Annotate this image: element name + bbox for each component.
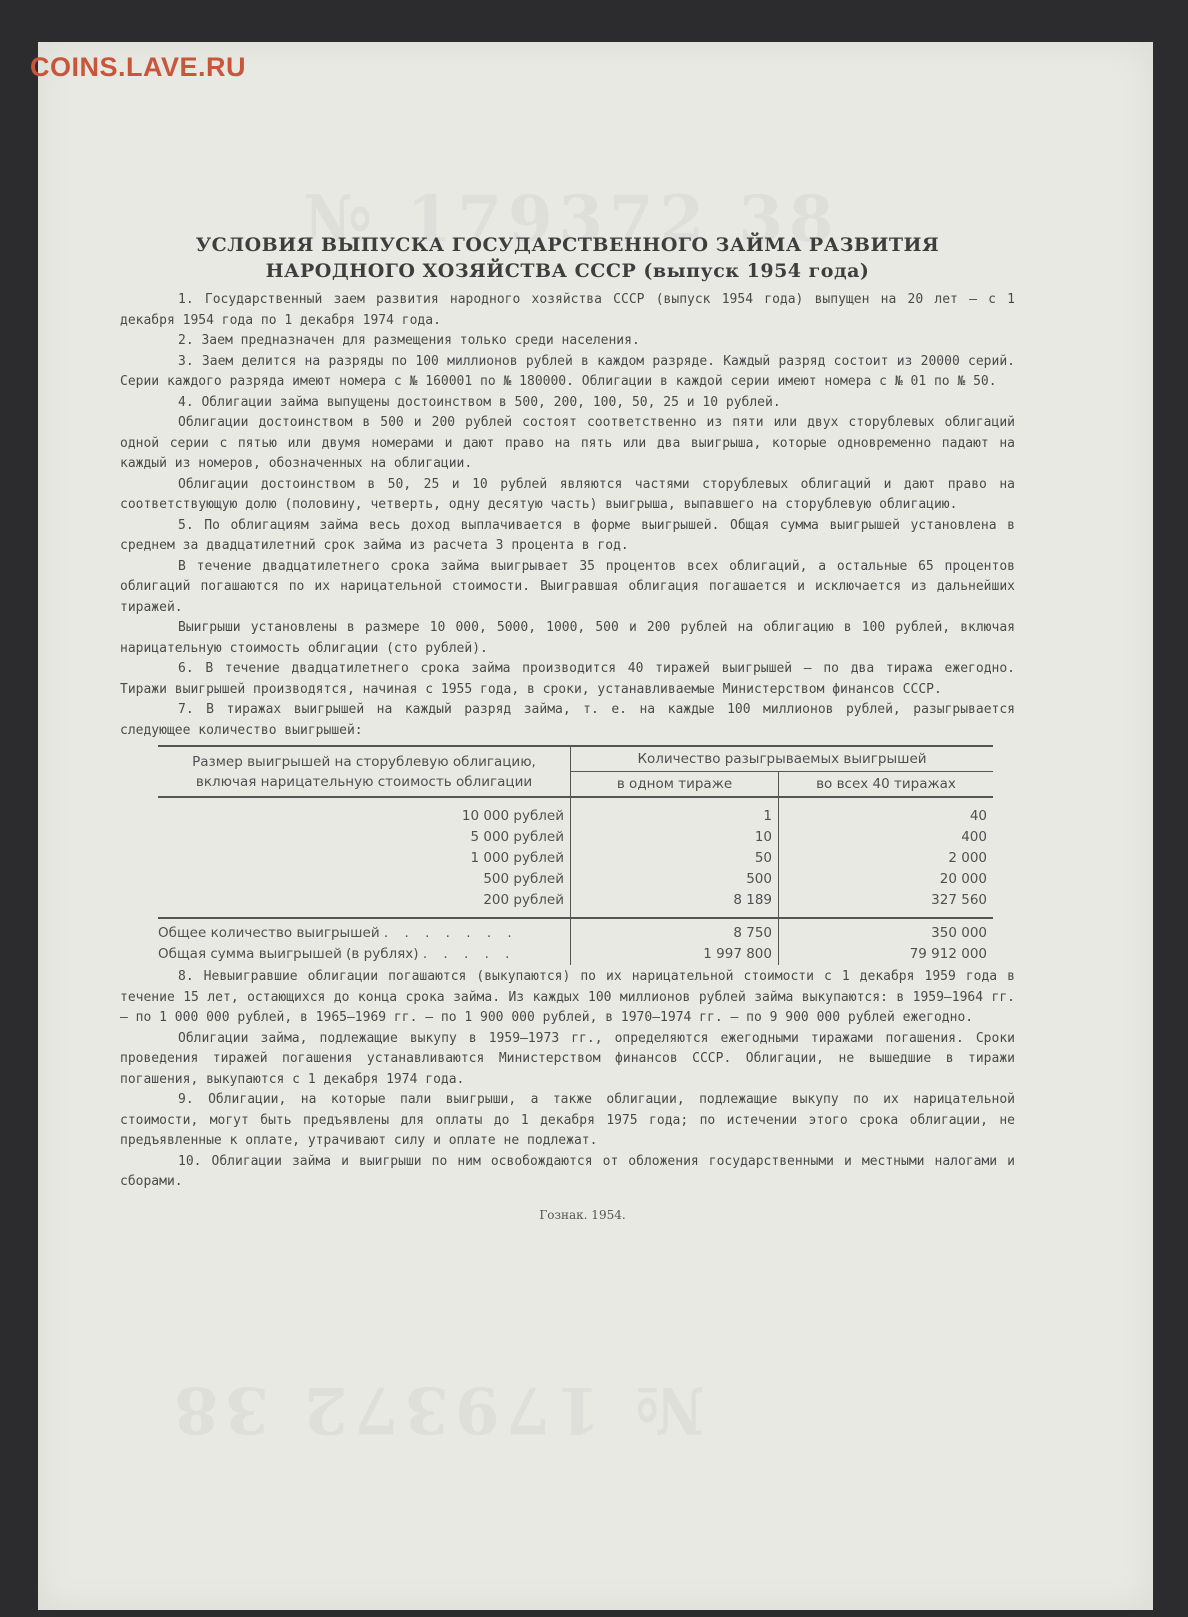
leader-dots: . . . . . . . [383,925,518,941]
prize-size: 1 000 рублей [158,848,571,869]
paragraph: Облигации достоинством в 50, 25 и 10 рублей являются частями сторублевых облигаций и дают право на соответствующую долю (половину, четверть, одну десятую часть) выигрыша, выпавшего на сторублевую облигацию. [120,476,1015,512]
prize-count-all: 40 [969,808,987,824]
prize-count-one: 8 189 [571,890,779,918]
paragraph: 9. Облигации, на которые пали выигрыши, а также облигации, подлежащие выкупу по их нарицательной стоимости, могут быть предъявлены для оплаты до 1 декабря 1975 года; по истечении этого срока облигации, не предъявленные к оплате, утрачивают силу и оплате не подлежат. [120,1092,1015,1148]
prize-size: 5 000 рублей [158,827,571,848]
prize-size: 200 рублей [158,890,571,918]
prize-size: 500 рублей [158,869,571,890]
paragraph: 8. Невыигравшие облигации погашаются (выкупаются) по их нарицательной стоимости с 1 декабря 1959 года в течение 15 лет, остающихся до конца срока займа. Из каждых 100 миллионов рублей займа выкупаются: в 1959—1964 гг. — по 1 000 000 рублей, в 1965—1969 гг. — по 1 900 000 рублей, в 1970—1974 гг. — по 9 900 000 рублей ежегодно. [120,969,1015,1025]
leader-dots: . . . . . [422,946,516,962]
prize-count-all: 2 000 [948,850,987,866]
paragraph: Облигации достоинством в 500 и 200 рублей состоят соответственно из пяти или двух сторублевых облигаций одной серии с пятью или двумя номерами и дают право на пять или два выигрыша, которые одновременно падают на каждый из номеров, обозначенных на облигации. [120,415,1015,471]
prize-size: 10 000 рублей [158,797,571,827]
bond-terms [120,232,1015,1225]
total-count-row [158,918,993,944]
paragraph: 6. В течение двадцатилетнего срока займа производится 40 тиражей выигрышей — по два тиража ежегодно. Тиражи выигрышей производятся, начиная с 1955 года, в сроки, устанавливаемые Министерством финансов СССР. [120,661,1015,697]
total-count-label: Общее количество выигрышей [158,925,380,941]
table-row [158,890,993,918]
header-one-draw: в одном тираже [571,772,779,798]
printer-imprint: Гознак. 1954. [539,1207,626,1222]
paragraph: 10. Облигации займа и выигрыши по ним освобождаются от обложения государственными и местными налогами и сборами. [120,1153,1015,1189]
paragraph: 7. В тиражах выигрышей на каждый разряд займа, т. е. на каждые 100 миллионов рублей, разыгрывается следующее количество выигрышей: [120,702,1015,738]
paragraph: 3. Заем делится на разряды по 100 миллионов рублей в каждом разряде. Каждый разряд состоит из 20000 серий. Серии каждого разряда имеют номера с № 160001 по № 180000. Облигации в каждой серии имеют номера с № 01 по № 50. [120,353,1015,389]
site-watermark: COINS.LAVE.RU [30,52,247,82]
title-line-2: НАРОДНОГО ХОЗЯЙСТВА СССР (выпуск 1954 года) [265,260,870,282]
bleed-through-serial-bottom [168,1372,704,1447]
prize-count-all: 400 [961,829,987,845]
header-all-draws: во всех 40 тиражах [779,772,994,798]
prize-count-one: 500 [571,869,779,890]
table-row [158,848,993,869]
prize-count-one: 10 [571,827,779,848]
total-count-label-cell [158,918,571,944]
paragraph: 2. Заем предназначен для размещения только среди населения. [178,333,640,348]
paragraph: Выигрыши установлены в размере 10 000, 5000, 1000, 500 и 200 рублей на облигацию в 100 рублей, включая нарицательную стоимость облигации (сто рублей). [120,620,1015,656]
paragraph: 4. Облигации займа выпущены достоинством в 500, 200, 100, 50, 25 и 10 рублей. [178,394,781,410]
total-sum-one: 1 997 800 [571,944,779,965]
total-sum-label-cell [158,944,571,965]
prize-table [158,745,993,965]
prize-count-one: 50 [571,848,779,869]
total-count-all: 350 000 [931,925,987,941]
prize-count-all: 327 560 [779,890,994,918]
document-title [120,232,1015,284]
total-sum-all: 79 912 000 [909,946,987,962]
paragraph: Облигации займа, подлежащие выкупу в 1959—1973 гг., определяются ежегодными тиражами погашения. Сроки проведения тиражей погашения устанавливаются Министерством финансов СССР. Облигации, не вышедшие в тиражи погашения, выкупаются с 1 декабря 1974 года. [120,1030,1015,1087]
total-sum-row [158,944,993,965]
total-count-one: 8 750 [571,918,779,944]
paragraph: 5. По облигациям займа весь доход выплачивается в форме выигрышей. Общая сумма выигрышей установлена в среднем за двадцатилетний срок займа из расчета 3 процента в год. [120,517,1015,553]
header-prize-count: Количество разыгрываемых выигрышей [571,746,994,772]
prize-count-all: 20 000 [939,871,987,887]
prize-count-one: 1 [571,797,779,827]
paragraph: В течение двадцатилетнего срока займа выигрывает 35 процентов всех облигаций, а остальные 65 процентов облигаций погашаются по их нарицательной стоимости. Выигравшая облигация погашается и исключается из дальнейших тиражей. [120,558,1015,615]
title-line-1: УСЛОВИЯ ВЫПУСКА ГОСУДАРСТВЕННОГО ЗАЙМА РАЗВИТИЯ [195,234,940,256]
total-sum-label: Общая сумма выигрышей (в рублях) [158,946,419,962]
table-row [158,827,993,848]
paragraph: 1. Государственный заем развития народного хозяйства СССР (выпуск 1954 года) выпущен на 20 лет — с 1 декабря 1954 года по 1 декабря 1974 года. [120,292,1015,328]
table-row [158,797,993,827]
table-row [158,869,993,890]
header-prize-size: Размер выигрышей на сторублевую облигацию, включая нарицательную стоимость облигации [158,746,571,797]
